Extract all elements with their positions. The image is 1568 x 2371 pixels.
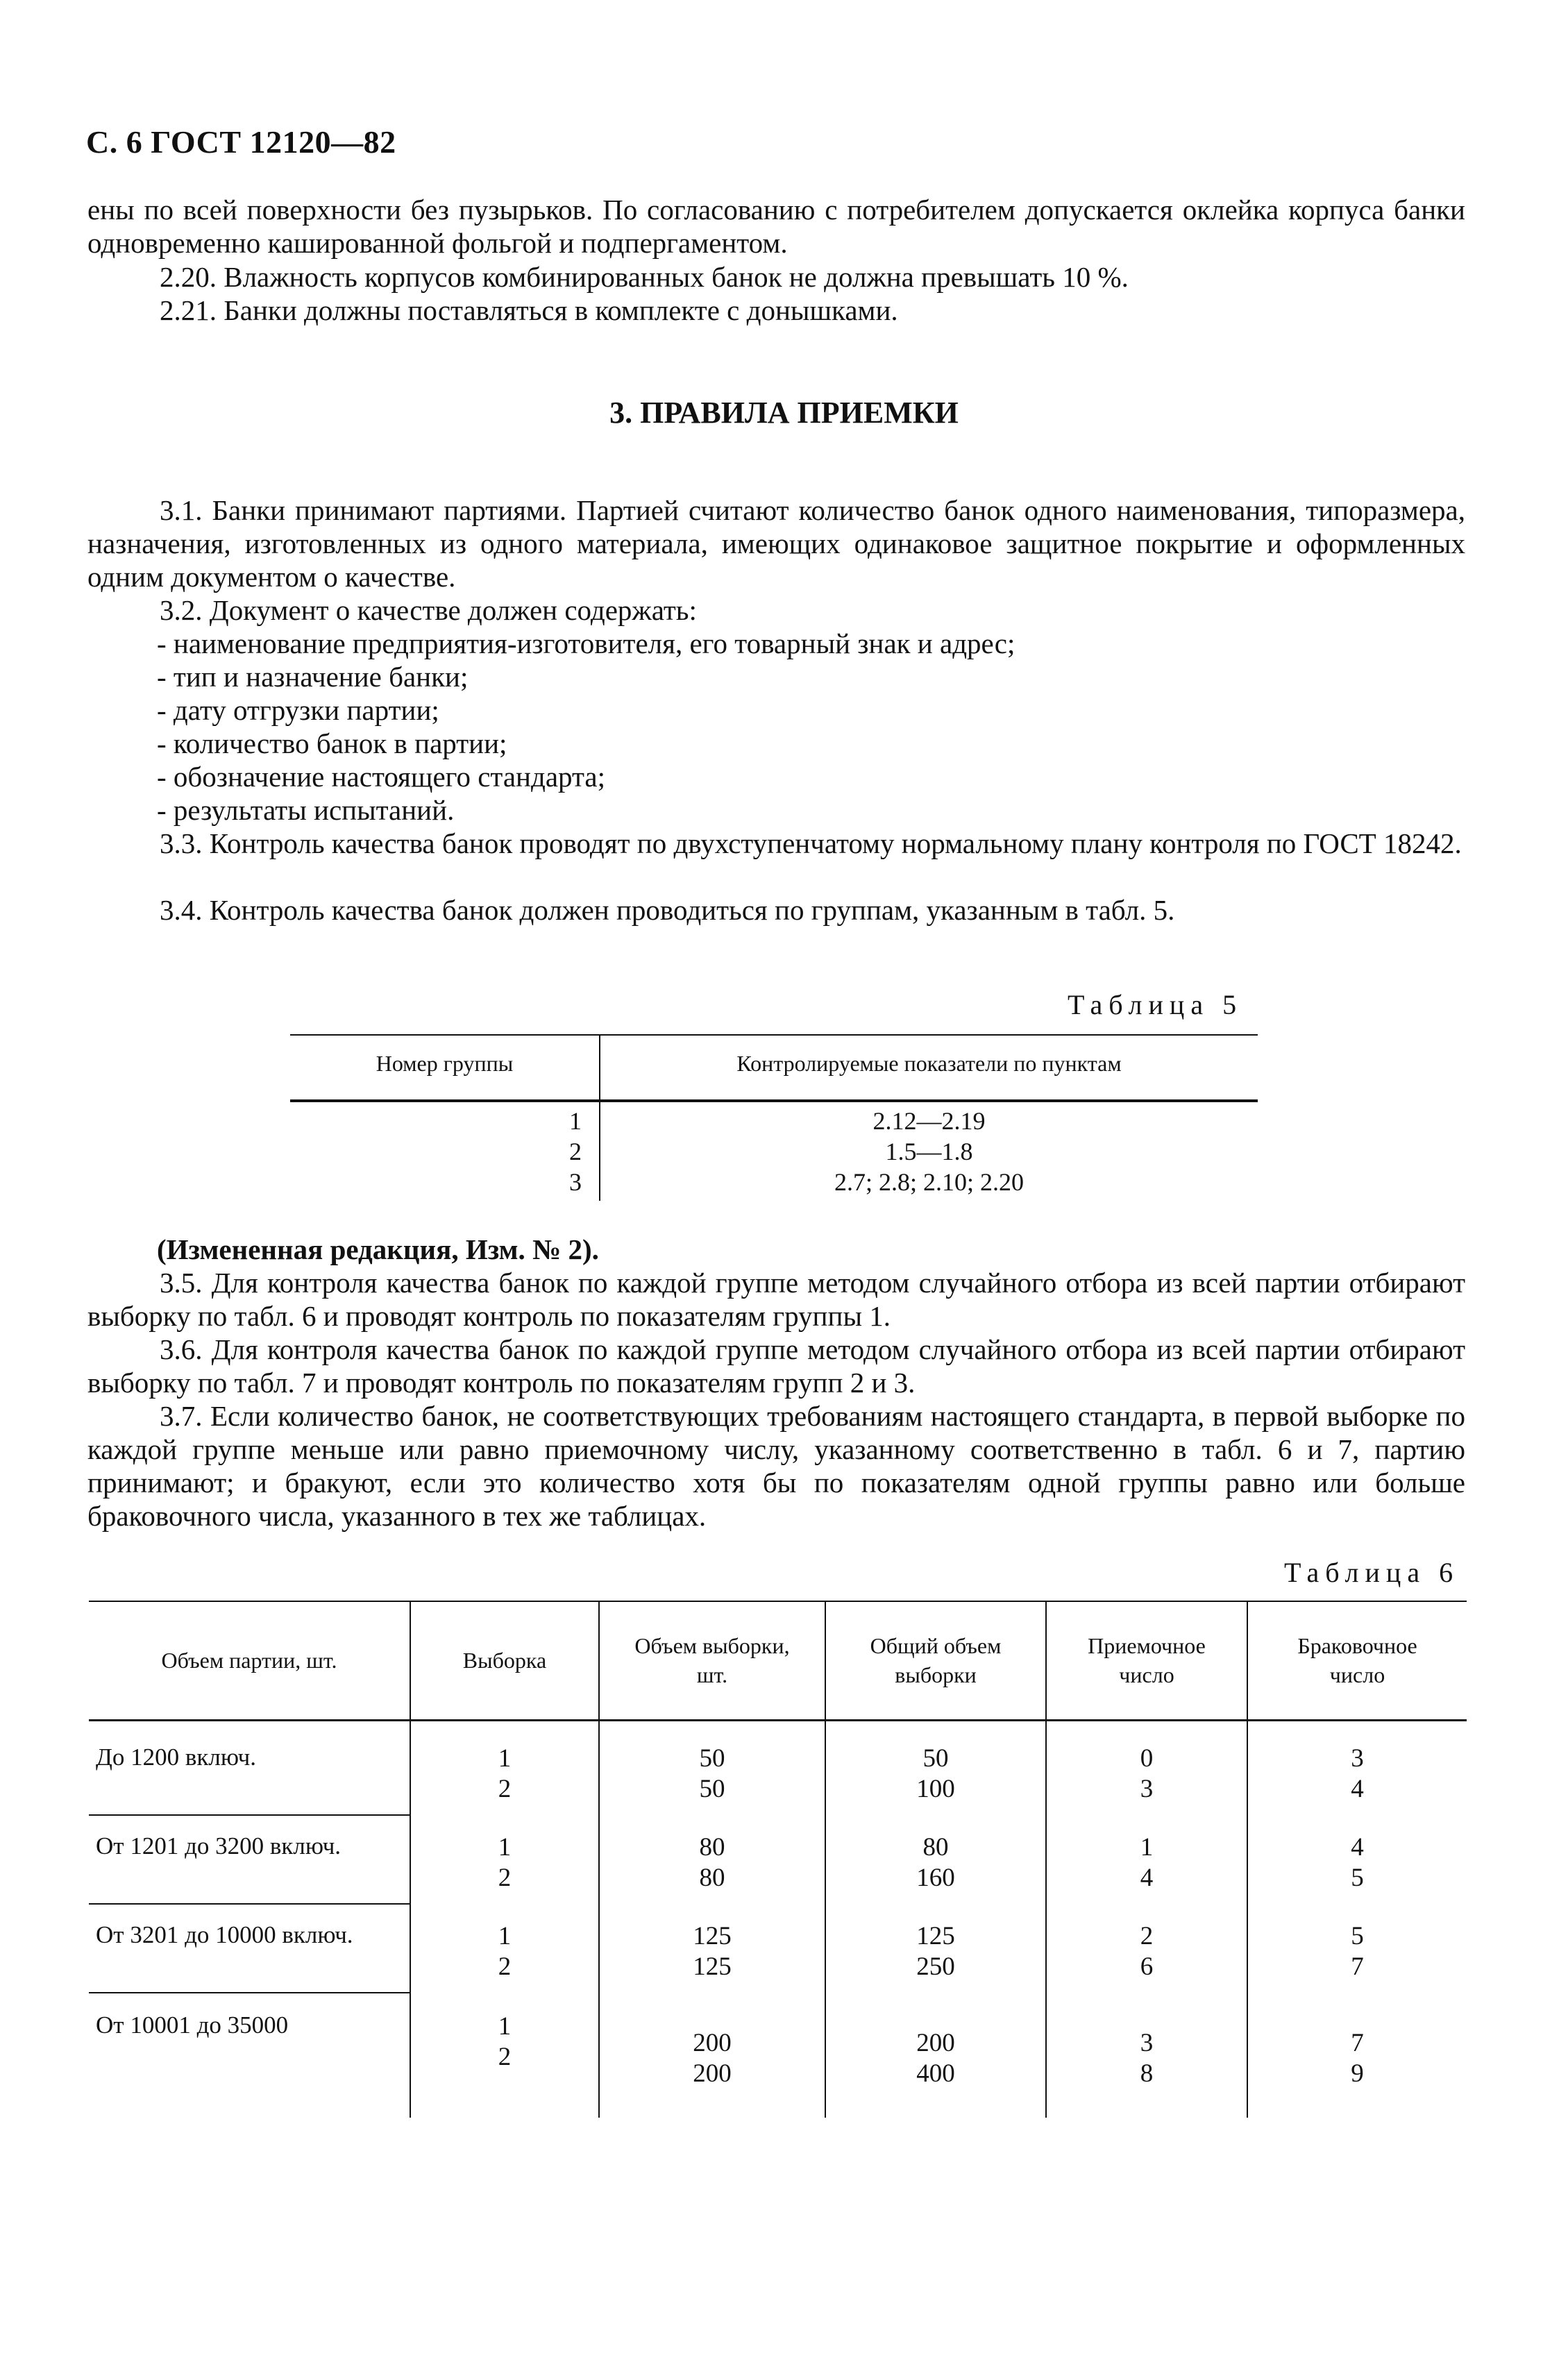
table-cell: 6 bbox=[1140, 1952, 1154, 1981]
table-cell: 200 bbox=[693, 2029, 732, 2057]
table-header-rule bbox=[290, 1099, 1258, 1102]
table-header-cell: Приемочное число bbox=[1088, 1632, 1206, 1687]
list-item: - обозначение настоящего стандарта; bbox=[157, 761, 605, 793]
table-cell: 4 bbox=[1140, 1864, 1154, 1892]
table-cell: 4 bbox=[1351, 1775, 1364, 1803]
table-cell: 2.7; 2.8; 2.10; 2.20 bbox=[834, 1168, 1024, 1196]
table-cell-party: От 3201 до 10000 включ. bbox=[96, 1921, 353, 1948]
table-cell: 2 bbox=[1140, 1922, 1154, 1950]
table-row-rule bbox=[89, 1814, 410, 1816]
table-cell: 2 bbox=[498, 1864, 512, 1892]
table-cell: 1 bbox=[498, 1833, 512, 1862]
table-cell: 200 bbox=[693, 2059, 732, 2088]
table-cell-party: До 1200 включ. bbox=[96, 1744, 257, 1771]
table-cell: 3 bbox=[569, 1168, 582, 1196]
table-cell: 160 bbox=[916, 1864, 955, 1892]
table-cell: 250 bbox=[916, 1952, 955, 1981]
table-cell: 5 bbox=[1351, 1864, 1364, 1892]
table-cell: 4 bbox=[1351, 1833, 1364, 1862]
table-cell-party: От 1201 до 3200 включ. bbox=[96, 1832, 342, 1859]
table-cell: 3 bbox=[1140, 1775, 1154, 1803]
table-row-rule bbox=[89, 1992, 410, 1993]
table-cell: 2 bbox=[569, 1138, 582, 1165]
table-6-label: Таблица 6 bbox=[1284, 1557, 1460, 1588]
table-rule bbox=[290, 1034, 1258, 1036]
table-cell: 50 bbox=[699, 1744, 725, 1773]
page-header: С. 6 ГОСТ 12120—82 bbox=[86, 124, 396, 160]
list-item: - наименование предприятия-изготовителя, его товарный знак и адрес; bbox=[157, 627, 1015, 659]
table-row-rule bbox=[89, 1903, 410, 1905]
table-cell: 80 bbox=[922, 1833, 949, 1862]
table-cell: 125 bbox=[693, 1952, 732, 1981]
table-cell: 80 bbox=[699, 1833, 725, 1862]
table-header-cell: Объем партии, шт. bbox=[161, 1647, 337, 1673]
table-header-cell: Выборка bbox=[462, 1647, 547, 1673]
paragraph-3-6: 3.6. Для контроля качества банок по каждой группе методом случайного отбора из всей партии отбирают выборку по табл. 7 и проводят контроль по показателям групп 2 и 3. bbox=[87, 1333, 1465, 1399]
table-cell: 400 bbox=[916, 2059, 955, 2088]
paragraph-3-3: 3.3. Контроль качества банок проводят по двухступенчатому нормальному плану контроля по ГОСТ 18242. bbox=[160, 827, 1462, 859]
table-cell: 2.12—2.19 bbox=[872, 1107, 986, 1135]
table-cell: 80 bbox=[699, 1864, 725, 1892]
table-header-rule bbox=[89, 1719, 1467, 1721]
table-cell: 100 bbox=[916, 1775, 955, 1803]
paragraph-3-1: 3.1. Банки принимают партиями. Партией считают количество банок одного наименования, типоразмера, назначения, изготовленных из одного материала, имеющих одинаковое защитное покрытие и оформленных одним документом о качестве. bbox=[87, 494, 1465, 593]
table-cell: 8 bbox=[1140, 2059, 1154, 2088]
table-cell: 7 bbox=[1351, 2029, 1364, 2057]
table-cell-party: От 10001 до 35000 bbox=[96, 2011, 289, 2039]
table-cell: 0 bbox=[1140, 1744, 1154, 1773]
table-cell: 2 bbox=[498, 2043, 512, 2071]
paragraph-2-20: 2.20. Влажность корпусов комбинированных банок не должна превышать 10 %. bbox=[160, 261, 1129, 293]
table-cell: 125 bbox=[916, 1922, 955, 1950]
table-cell: 7 bbox=[1351, 1952, 1364, 1981]
table-cell: 200 bbox=[916, 2029, 955, 2057]
table-cell: 1 bbox=[1140, 1833, 1154, 1862]
paragraph-3-2: 3.2. Документ о качестве должен содержать: bbox=[160, 594, 697, 626]
table-cell: 1 bbox=[498, 1922, 512, 1950]
table-cell: 3 bbox=[1140, 2029, 1154, 2057]
table-header-cell: Объем выборки, шт. bbox=[634, 1632, 790, 1687]
edit-note: (Измененная редакция, Изм. № 2). bbox=[157, 1233, 599, 1265]
table-header-cell: Браковочное число bbox=[1297, 1632, 1417, 1687]
table-cell: 1 bbox=[498, 2012, 512, 2041]
table-cell: 50 bbox=[699, 1775, 725, 1803]
table-cell: 2 bbox=[498, 1775, 512, 1803]
table-header-cell: Контролируемые показатели по пунктам bbox=[736, 1051, 1122, 1076]
list-item: - дату отгрузки партии; bbox=[157, 694, 439, 726]
paragraph-3-4: 3.4. Контроль качества банок должен проводиться по группам, указанным в табл. 5. bbox=[160, 894, 1175, 926]
table-5-label: Таблица 5 bbox=[1068, 989, 1243, 1020]
table-cell: 9 bbox=[1351, 2059, 1364, 2088]
table-header-cell: Общий объем выборки bbox=[870, 1632, 1002, 1687]
paragraph-3-5: 3.5. Для контроля качества банок по каждой группе методом случайного отбора из всей партии отбирают выборку по табл. 6 и проводят контроль по показателям группы 1. bbox=[87, 1267, 1465, 1332]
table-cell: 1 bbox=[498, 1744, 512, 1773]
table-cell: 1 bbox=[569, 1107, 582, 1135]
list-item: - количество банок в партии; bbox=[157, 727, 507, 759]
section-title: 3. ПРАВИЛА ПРИЕМКИ bbox=[609, 396, 959, 430]
table-cell: 5 bbox=[1351, 1922, 1364, 1950]
table-cell: 1.5—1.8 bbox=[885, 1138, 973, 1165]
paragraph-continuation: ены по всей поверхности без пузырьков. По согласованию с потребителем допускается оклейка корпуса банки одновременно кашированной фольгой и подпергаментом. bbox=[87, 194, 1465, 259]
table-cell: 50 bbox=[922, 1744, 949, 1773]
paragraph-2-21: 2.21. Банки должны поставляться в комплекте с донышками. bbox=[160, 294, 898, 326]
table-cell: 3 bbox=[1351, 1744, 1364, 1773]
list-item: - тип и назначение банки; bbox=[157, 661, 469, 693]
table-cell: 125 bbox=[693, 1922, 732, 1950]
paragraph-3-7: 3.7. Если количество банок, не соответствующих требованиям настоящего стандарта, в первой выборке по каждой группе меньше или равно приемочному числу, указанному соответственно в табл. 6 и 7, партию принимают; и бракуют, если это количество хотя бы по показателям одной группы равно или больше браковочного числа, указанного в тех же таблицах. bbox=[87, 1400, 1465, 1532]
table-header-cell: Номер группы bbox=[376, 1051, 514, 1076]
table-cell: 2 bbox=[498, 1952, 512, 1981]
list-item: - результаты испытаний. bbox=[157, 794, 455, 826]
